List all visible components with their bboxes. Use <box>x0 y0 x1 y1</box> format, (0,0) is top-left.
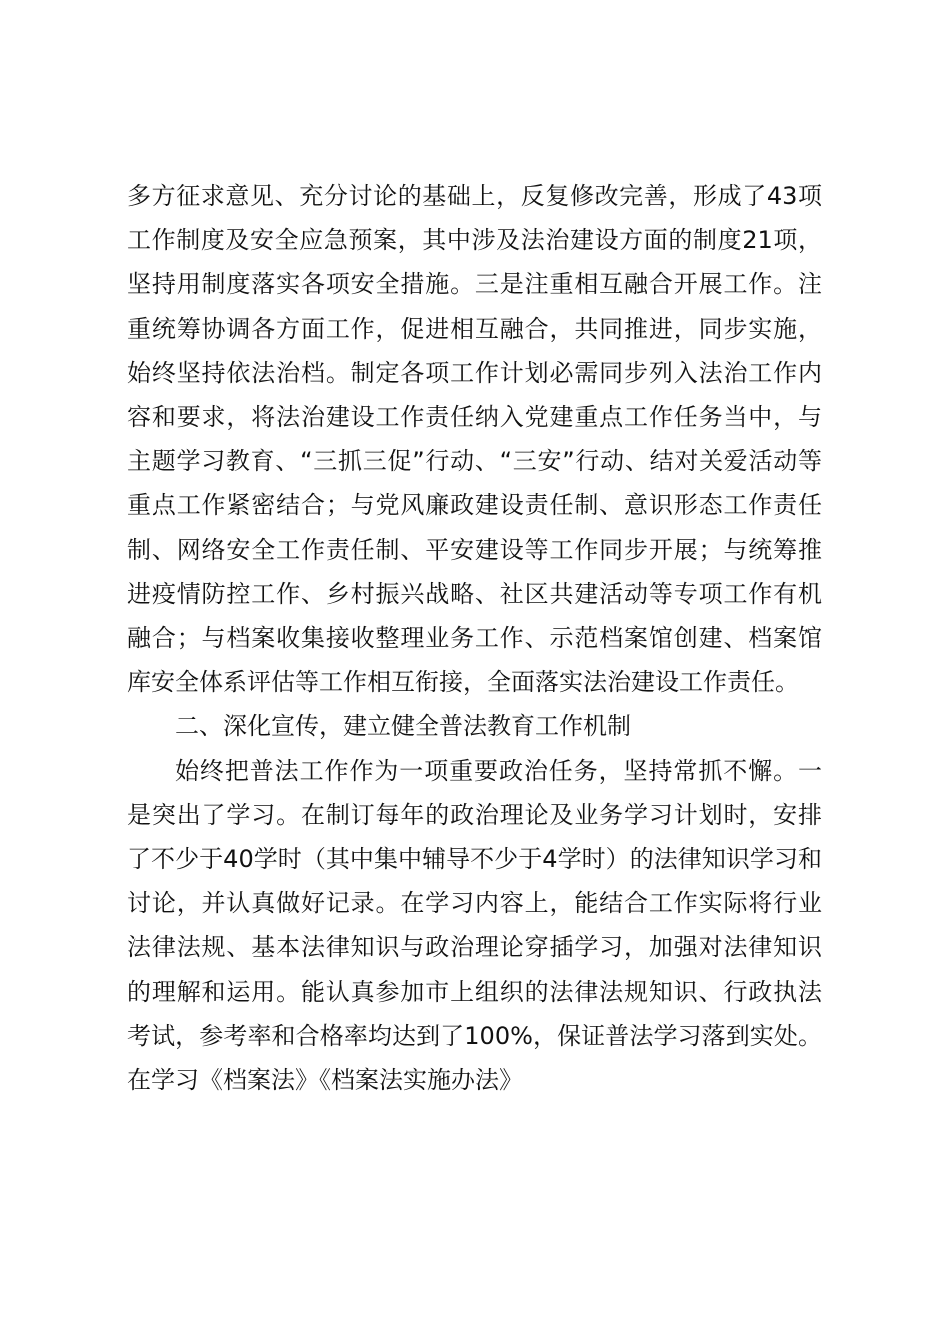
body-paragraph-2: 始终把普法工作作为一项重要政治任务，坚持常抓不懈。一是突出了学习。在制订每年的政治理论及业务学习计划时，安排了不少于40学时（其中集中辅导不少于4学时）的法律知识学习和讨论，并认真做好记录。在学习内容上，能结合工作实际将行业法律法规、基本法律知识与政治理论穿插学习，加强对法律知识的理解和运用。能认真参加市上组织的法律法规知识、行政执法考试，参考率和合格率均达到了100%，保证普法学习落到实处。在学习《档案法》《档案法实施办法》 <box>127 756 822 1095</box>
section-heading: 二、深化宣传，建立健全普法教育工作机制 <box>175 712 631 741</box>
document-page <box>127 174 822 1102</box>
body-paragraph-1: 多方征求意见、充分讨论的基础上，反复修改完善，形成了43项工作制度及安全应急预案，其中涉及法治建设方面的制度21项，坚持用制度落实各项安全措施。三是注重相互融合开展工作。注重统筹协调各方面工作，促进相互融合，共同推进，同步实施，始终坚持依法治档。制定各项工作计划必需同步列入法治工作内容和要求，将法治建设工作责任纳入党建重点工作任务当中，与主题学习教育、“三抓三促”行动、“三安”行动、结对关爱活动等重点工作紧密结合；与党风廉政建设责任制、意识形态工作责任制、网络安全工作责任制、平安建设等工作同步开展；与统筹推进疫情防控工作、乡村振兴战略、社区共建活动等专项工作有机融合；与档案收集接收整理业务工作、示范档案馆创建、档案馆库安全体系评估等工作相互衔接，全面落实法治建设工作责任。 <box>127 182 822 697</box>
